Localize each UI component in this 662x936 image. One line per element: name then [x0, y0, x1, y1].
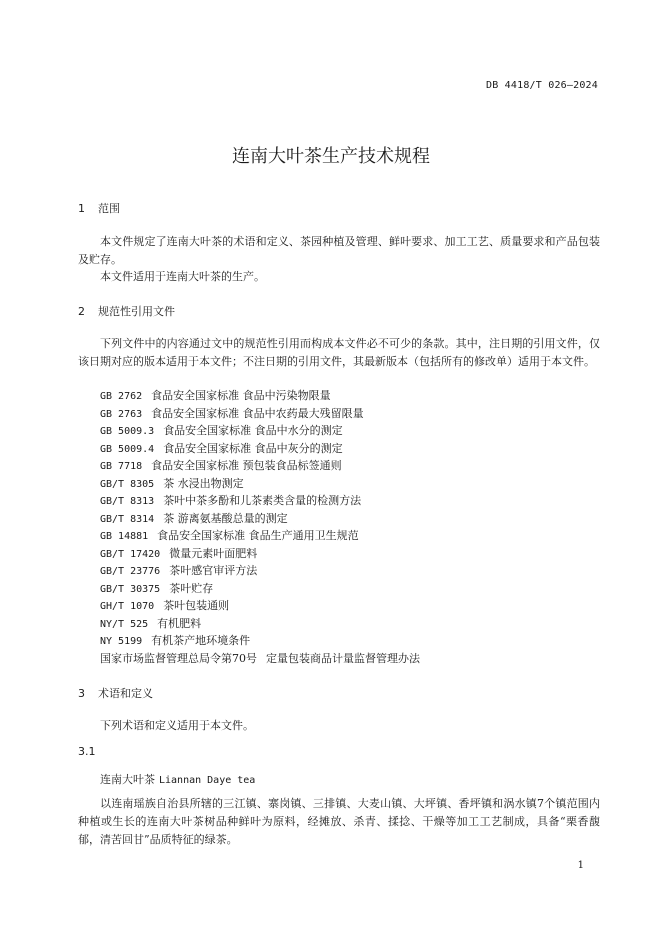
document-title: 连南大叶茶生产技术规程 [232, 146, 430, 167]
reference-name: 食品安全国家标准 食品中农药最大残留限量 [151, 406, 364, 420]
reference-name: 食品安全国家标准 预包装食品标签通则 [151, 459, 342, 472]
reference-name: 食品安全国家标准 食品中水分的测定 [163, 424, 343, 437]
reference-code: GB 5009.4 [100, 443, 155, 455]
term-entry [100, 771, 255, 787]
reference-code: GH/T 1070 [100, 601, 155, 612]
section-1-title: 范围 [98, 202, 120, 215]
reference-name: 微量元素叶面肥料 [169, 546, 258, 560]
normative-references-list [100, 387, 420, 667]
reference-code: GB/T 17420 [100, 548, 161, 560]
term-chinese: 连南大叶茶 [100, 773, 155, 786]
page-number: 1 [577, 860, 584, 871]
document-number: DB 4418/T 026—2024 [486, 80, 598, 91]
reference-item [100, 632, 420, 650]
section-3-title: 术语和定义 [98, 687, 153, 700]
reference-code: GB 5009.3 [100, 426, 155, 437]
reference-item [100, 545, 420, 563]
section-3-intro: 下列术语和定义适用于本文件。 [100, 719, 254, 732]
section-3-heading [78, 685, 153, 701]
reference-code: 国家市场监督管理总局令第70号 [100, 651, 257, 665]
reference-code: GB/T 30375 [100, 583, 161, 595]
section-1-paragraph-1: 本文件规定了连南大叶茶的术语和定义、茶园种植及管理、鲜叶要求、加工工艺、质量要求和产品包装及贮存。 [78, 235, 600, 266]
clause-number: 3.1 [78, 745, 96, 758]
reference-name: 茶 游离氨基酸总量的测定 [163, 511, 288, 525]
reference-item [100, 615, 420, 633]
reference-name: 食品安全国家标准 食品中污染物限量 [151, 389, 331, 402]
reference-name: 定量包装商品计量监督管理办法 [266, 651, 420, 665]
reference-code: GB 14881 [100, 531, 149, 542]
reference-name: 有机肥料 [157, 616, 202, 630]
reference-item [100, 387, 420, 405]
reference-code: NY/T 525 [100, 618, 149, 630]
reference-item [100, 580, 420, 598]
reference-name: 茶叶贮存 [169, 581, 214, 595]
reference-name: 茶 水浸出物测定 [163, 476, 244, 490]
reference-name: 有机茶产地环境条件 [151, 634, 251, 647]
reference-name: 茶叶感官审评方法 [169, 564, 258, 577]
reference-code: NY 5199 [100, 636, 143, 647]
reference-item [100, 422, 420, 440]
term-definition: 以连南瑶族自治县所辖的三江镇、寨岗镇、三排镇、大麦山镇、大坪镇、香坪镇和涡水镇7个镇范围内种植或生长的连南大叶茶树品种鲜叶为原料，经摊放、杀青、揉捻、干燥等加工工艺制成，具备“栗香馥郁，清苦回甘”品质特征的绿茶。 [78, 797, 600, 846]
reference-name: 茶叶包装通则 [163, 599, 230, 612]
reference-item [100, 405, 420, 423]
section-2-heading [78, 303, 175, 319]
reference-item [100, 457, 420, 475]
reference-item [100, 562, 420, 580]
reference-code: GB/T 8313 [100, 496, 155, 507]
reference-item [100, 597, 420, 615]
reference-item [100, 440, 420, 458]
section-3-number: 3 [78, 687, 85, 700]
section-2-number: 2 [78, 305, 85, 318]
reference-code: GB/T 8314 [100, 513, 155, 525]
section-2-title: 规范性引用文件 [98, 305, 175, 318]
reference-code: GB 2763 [100, 408, 143, 420]
section-1-number: 1 [78, 202, 85, 215]
section-1-paragraph-2: 本文件适用于连南大叶茶的生产。 [100, 270, 265, 283]
reference-item [100, 510, 420, 528]
reference-item [100, 475, 420, 493]
reference-name: 茶叶中茶多酚和儿茶素类含量的检测方法 [163, 494, 362, 507]
reference-code: GB 7718 [100, 461, 143, 472]
reference-item [100, 492, 420, 510]
term-english: Liannan Daye tea [159, 775, 256, 786]
reference-code: GB/T 8305 [100, 478, 155, 490]
reference-item [100, 527, 420, 545]
reference-code: GB 2762 [100, 391, 143, 402]
reference-item [100, 650, 420, 668]
section-1-heading [78, 200, 120, 216]
reference-name: 食品安全国家标准 食品中灰分的测定 [163, 441, 343, 455]
reference-code: GB/T 23776 [100, 566, 161, 577]
section-2-intro: 下列文件中的内容通过文中的规范性引用而构成本文件必不可少的条款。其中，注日期的引用文件，仅该日期对应的版本适用于本文件；不注日期的引用文件，其最新版本（包括所有的修改单）适用于本文件。 [78, 337, 600, 368]
reference-name: 食品安全国家标准 食品生产通用卫生规范 [157, 529, 359, 542]
